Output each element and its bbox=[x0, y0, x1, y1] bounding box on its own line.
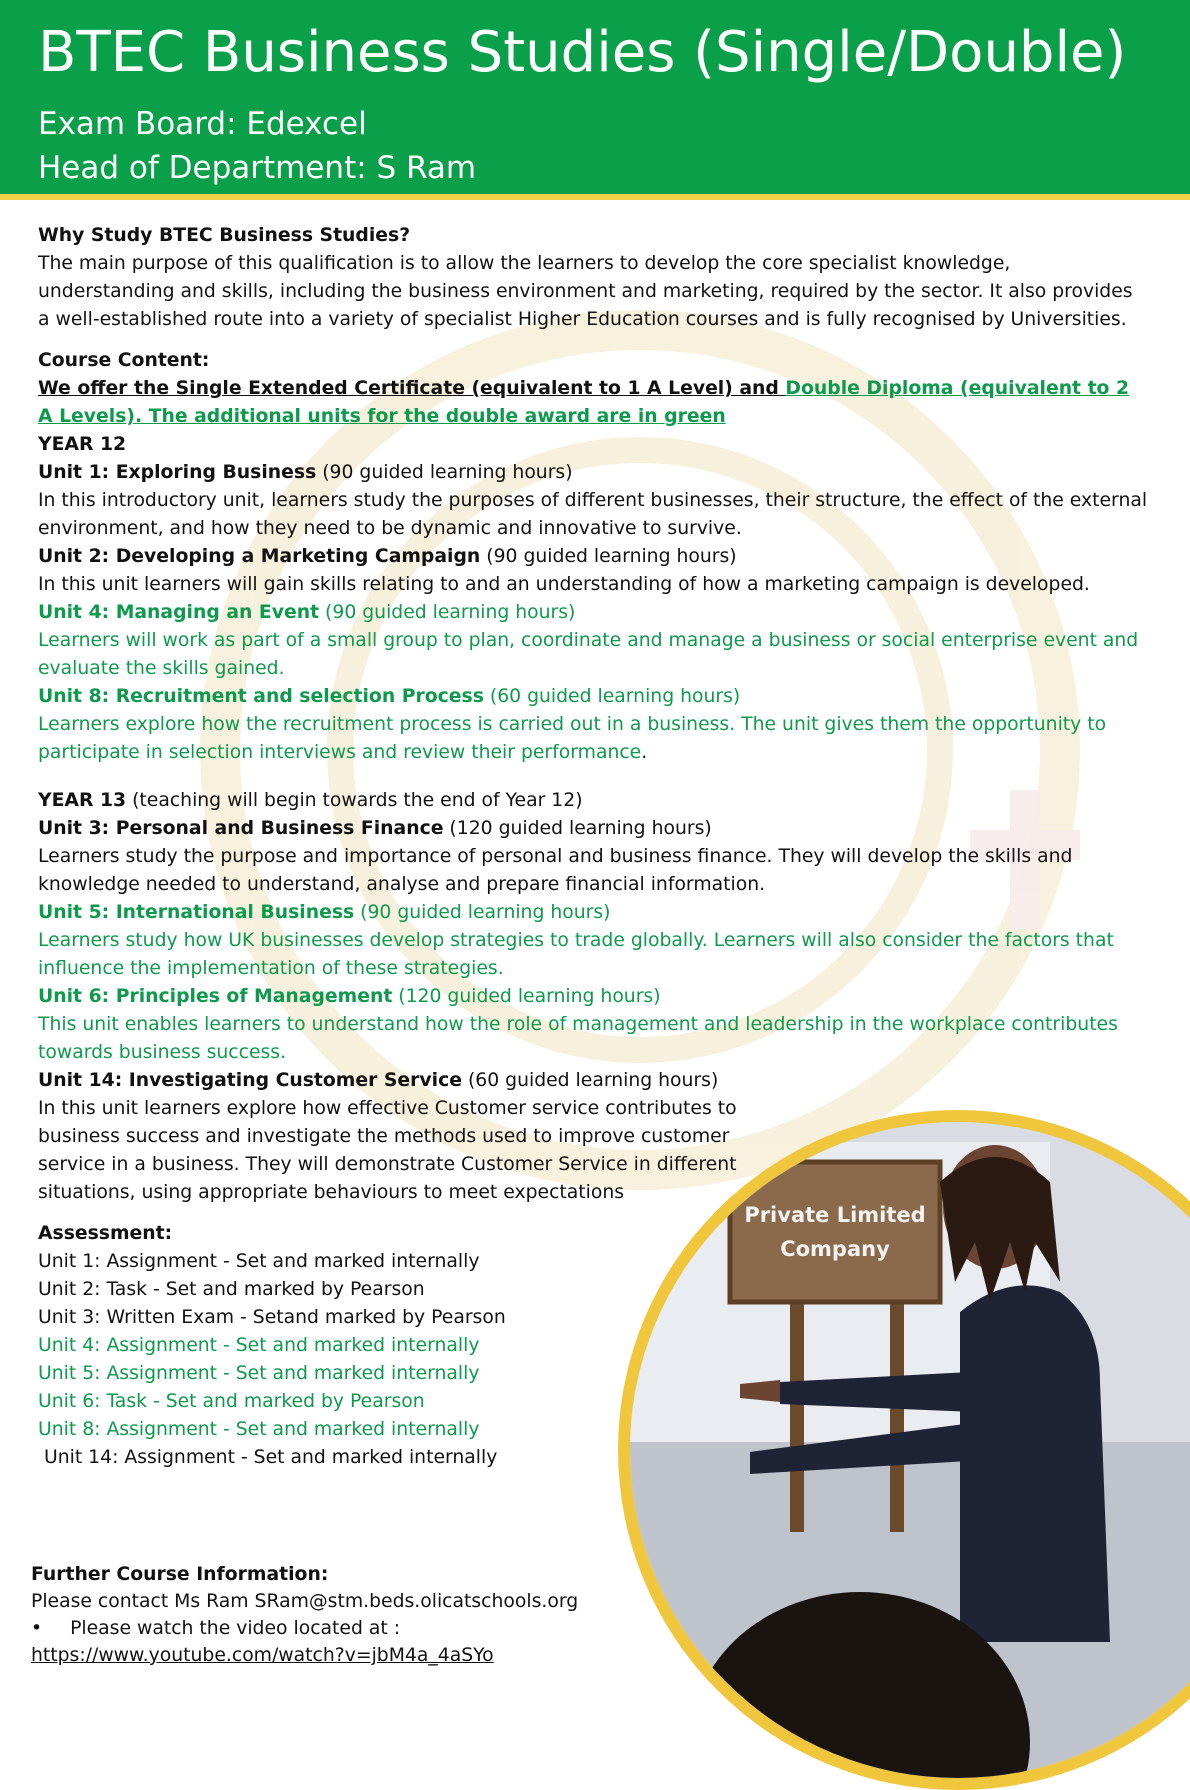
course-heading: Course Content: bbox=[38, 350, 210, 371]
year12-label: YEAR 12 bbox=[38, 434, 127, 455]
unit-8-hours: (60 guided learning hours) bbox=[483, 686, 741, 707]
exam-board: Exam Board: Edexcel bbox=[38, 106, 367, 142]
unit-1-hours: (90 guided learning hours) bbox=[316, 462, 573, 483]
unit-3-desc: Learners study the purpose and importance of personal and business finance. They will develop the skills and knowledge needed to understand, analyse and prepare financial information. bbox=[38, 846, 1073, 895]
unit-5-title-line bbox=[38, 899, 1148, 927]
assessment-item: Unit 3: Written Exam - Setand marked by Pearson bbox=[38, 1307, 506, 1328]
assessment-item: Unit 5: Assignment - Set and marked internally bbox=[38, 1363, 480, 1384]
unit-5-hours: (90 guided learning hours) bbox=[354, 902, 611, 923]
unit-3-title: Unit 3: Personal and Business Finance bbox=[38, 818, 444, 839]
unit-6-title: Unit 6: Principles of Management bbox=[38, 986, 393, 1007]
video-text: Please watch the video located at : bbox=[70, 1618, 401, 1639]
further-heading: Further Course Information: bbox=[31, 1564, 329, 1585]
unit-5-title: Unit 5: International Business bbox=[38, 902, 355, 923]
unit-14-title: Unit 14: Investigating Customer Service bbox=[38, 1070, 462, 1091]
unit-4-desc: Learners will work as part of a small group to plan, coordinate and manage a business or social enterprise event and evaluate the skills gained. bbox=[38, 630, 1139, 679]
year13-note: (teaching will begin towards the end of Year 12) bbox=[126, 790, 583, 811]
page-header bbox=[0, 0, 1190, 200]
unit-1-desc: In this introductory unit, learners study the purposes of different businesses, their structure, the effect of the external environment, and how they need to be dynamic and innovative to survive. bbox=[38, 490, 1148, 539]
head-of-department: Head of Department: S Ram bbox=[38, 150, 477, 186]
unit-8-title-line bbox=[38, 683, 1148, 711]
unit-3-hours: (120 guided learning hours) bbox=[443, 818, 712, 839]
video-line bbox=[31, 1615, 651, 1642]
assessment-item: Unit 1: Assignment - Set and marked internally bbox=[38, 1251, 480, 1272]
unit-5-desc: Learners study how UK businesses develop strategies to trade globally. Learners will also consider the factors that influence the implementation of these strategies. bbox=[38, 930, 1114, 979]
why-heading: Why Study BTEC Business Studies? bbox=[38, 225, 411, 246]
unit-1-title: Unit 1: Exploring Business bbox=[38, 462, 317, 483]
further-info bbox=[31, 1561, 651, 1669]
unit-2-title: Unit 2: Developing a Marketing Campaign bbox=[38, 546, 481, 567]
assessment-item: Unit 14: Assignment - Set and marked internally bbox=[38, 1447, 498, 1468]
year13-line bbox=[38, 787, 1148, 815]
course-offer-green: Double Diploma (equivalent to 2 A Levels). The additional units for the double award are in green bbox=[38, 378, 1130, 427]
assessment-item: Unit 2: Task - Set and marked by Pearson bbox=[38, 1279, 425, 1300]
unit-3-title-line bbox=[38, 815, 1148, 843]
unit-2-hours: (90 guided learning hours) bbox=[480, 546, 737, 567]
unit-6-hours: (120 guided learning hours) bbox=[392, 986, 661, 1007]
unit-14-hours: (60 guided learning hours) bbox=[461, 1070, 719, 1091]
why-body: The main purpose of this qualification is to allow the learners to develop the core specialist knowledge, understanding and skills, including the business environment and marketing, required by the sector. It also provides a well-established route into a variety of specialist Higher Education courses and is fully recognised by Universities. bbox=[38, 253, 1133, 330]
year13-label: YEAR 13 bbox=[38, 790, 127, 811]
sign-text-line2: Company bbox=[780, 1237, 890, 1261]
unit-14-desc: In this unit learners explore how effective Customer service contributes to business success and investigate the methods used to improve customer service in a business. They will demonstrate Customer Service in different situations, using appropriate behaviours to meet expectations bbox=[38, 1098, 737, 1203]
unit-2-desc: In this unit learners will gain skills relating to and an understanding of how a marketing campaign is developed. bbox=[38, 574, 1090, 595]
unit-4-title: Unit 4: Managing an Event bbox=[38, 602, 320, 623]
unit-4-hours: (90 guided learning hours) bbox=[319, 602, 576, 623]
page-title: BTEC Business Studies (Single/Double) bbox=[38, 20, 1127, 85]
video-link[interactable]: https://www.youtube.com/watch?v=jbM4a_4aSYo bbox=[31, 1645, 494, 1666]
unit-8-desc: Learners explore how the recruitment process is carried out in a business. The unit gives them the opportunity to participate in selection interviews and review their performance bbox=[38, 714, 1107, 763]
course-offer-black: We offer the Single Extended Certificate (equivalent to 1 A Level) and bbox=[38, 378, 786, 399]
sign-text-line1: Private Limited bbox=[744, 1203, 926, 1227]
student-presenting-photo bbox=[630, 1122, 1190, 1778]
assessment-heading: Assessment: bbox=[38, 1223, 173, 1244]
unit-6-desc: This unit enables learners to understand how the role of management and leadership in the workplace contributes towards business success. bbox=[38, 1014, 1118, 1063]
photo-illustration bbox=[630, 1122, 1190, 1778]
unit-14-title-line bbox=[38, 1067, 1148, 1095]
bullet: • bbox=[31, 1618, 43, 1639]
header-stripe bbox=[0, 194, 1190, 200]
unit-2-title-line bbox=[38, 543, 1148, 571]
unit-1-title-line bbox=[38, 459, 1148, 487]
unit-4-title-line bbox=[38, 599, 1148, 627]
unit-8-desc-end: . bbox=[641, 742, 648, 763]
assessment-item: Unit 8: Assignment - Set and marked internally bbox=[38, 1419, 480, 1440]
contact-line: Please contact Ms Ram SRam@stm.beds.olicatschools.org bbox=[31, 1591, 579, 1612]
assessment-item: Unit 6: Task - Set and marked by Pearson bbox=[38, 1391, 425, 1412]
assessment-item: Unit 4: Assignment - Set and marked internally bbox=[38, 1335, 480, 1356]
unit-8-title: Unit 8: Recruitment and selection Process bbox=[38, 686, 484, 707]
unit-6-title-line bbox=[38, 983, 1148, 1011]
